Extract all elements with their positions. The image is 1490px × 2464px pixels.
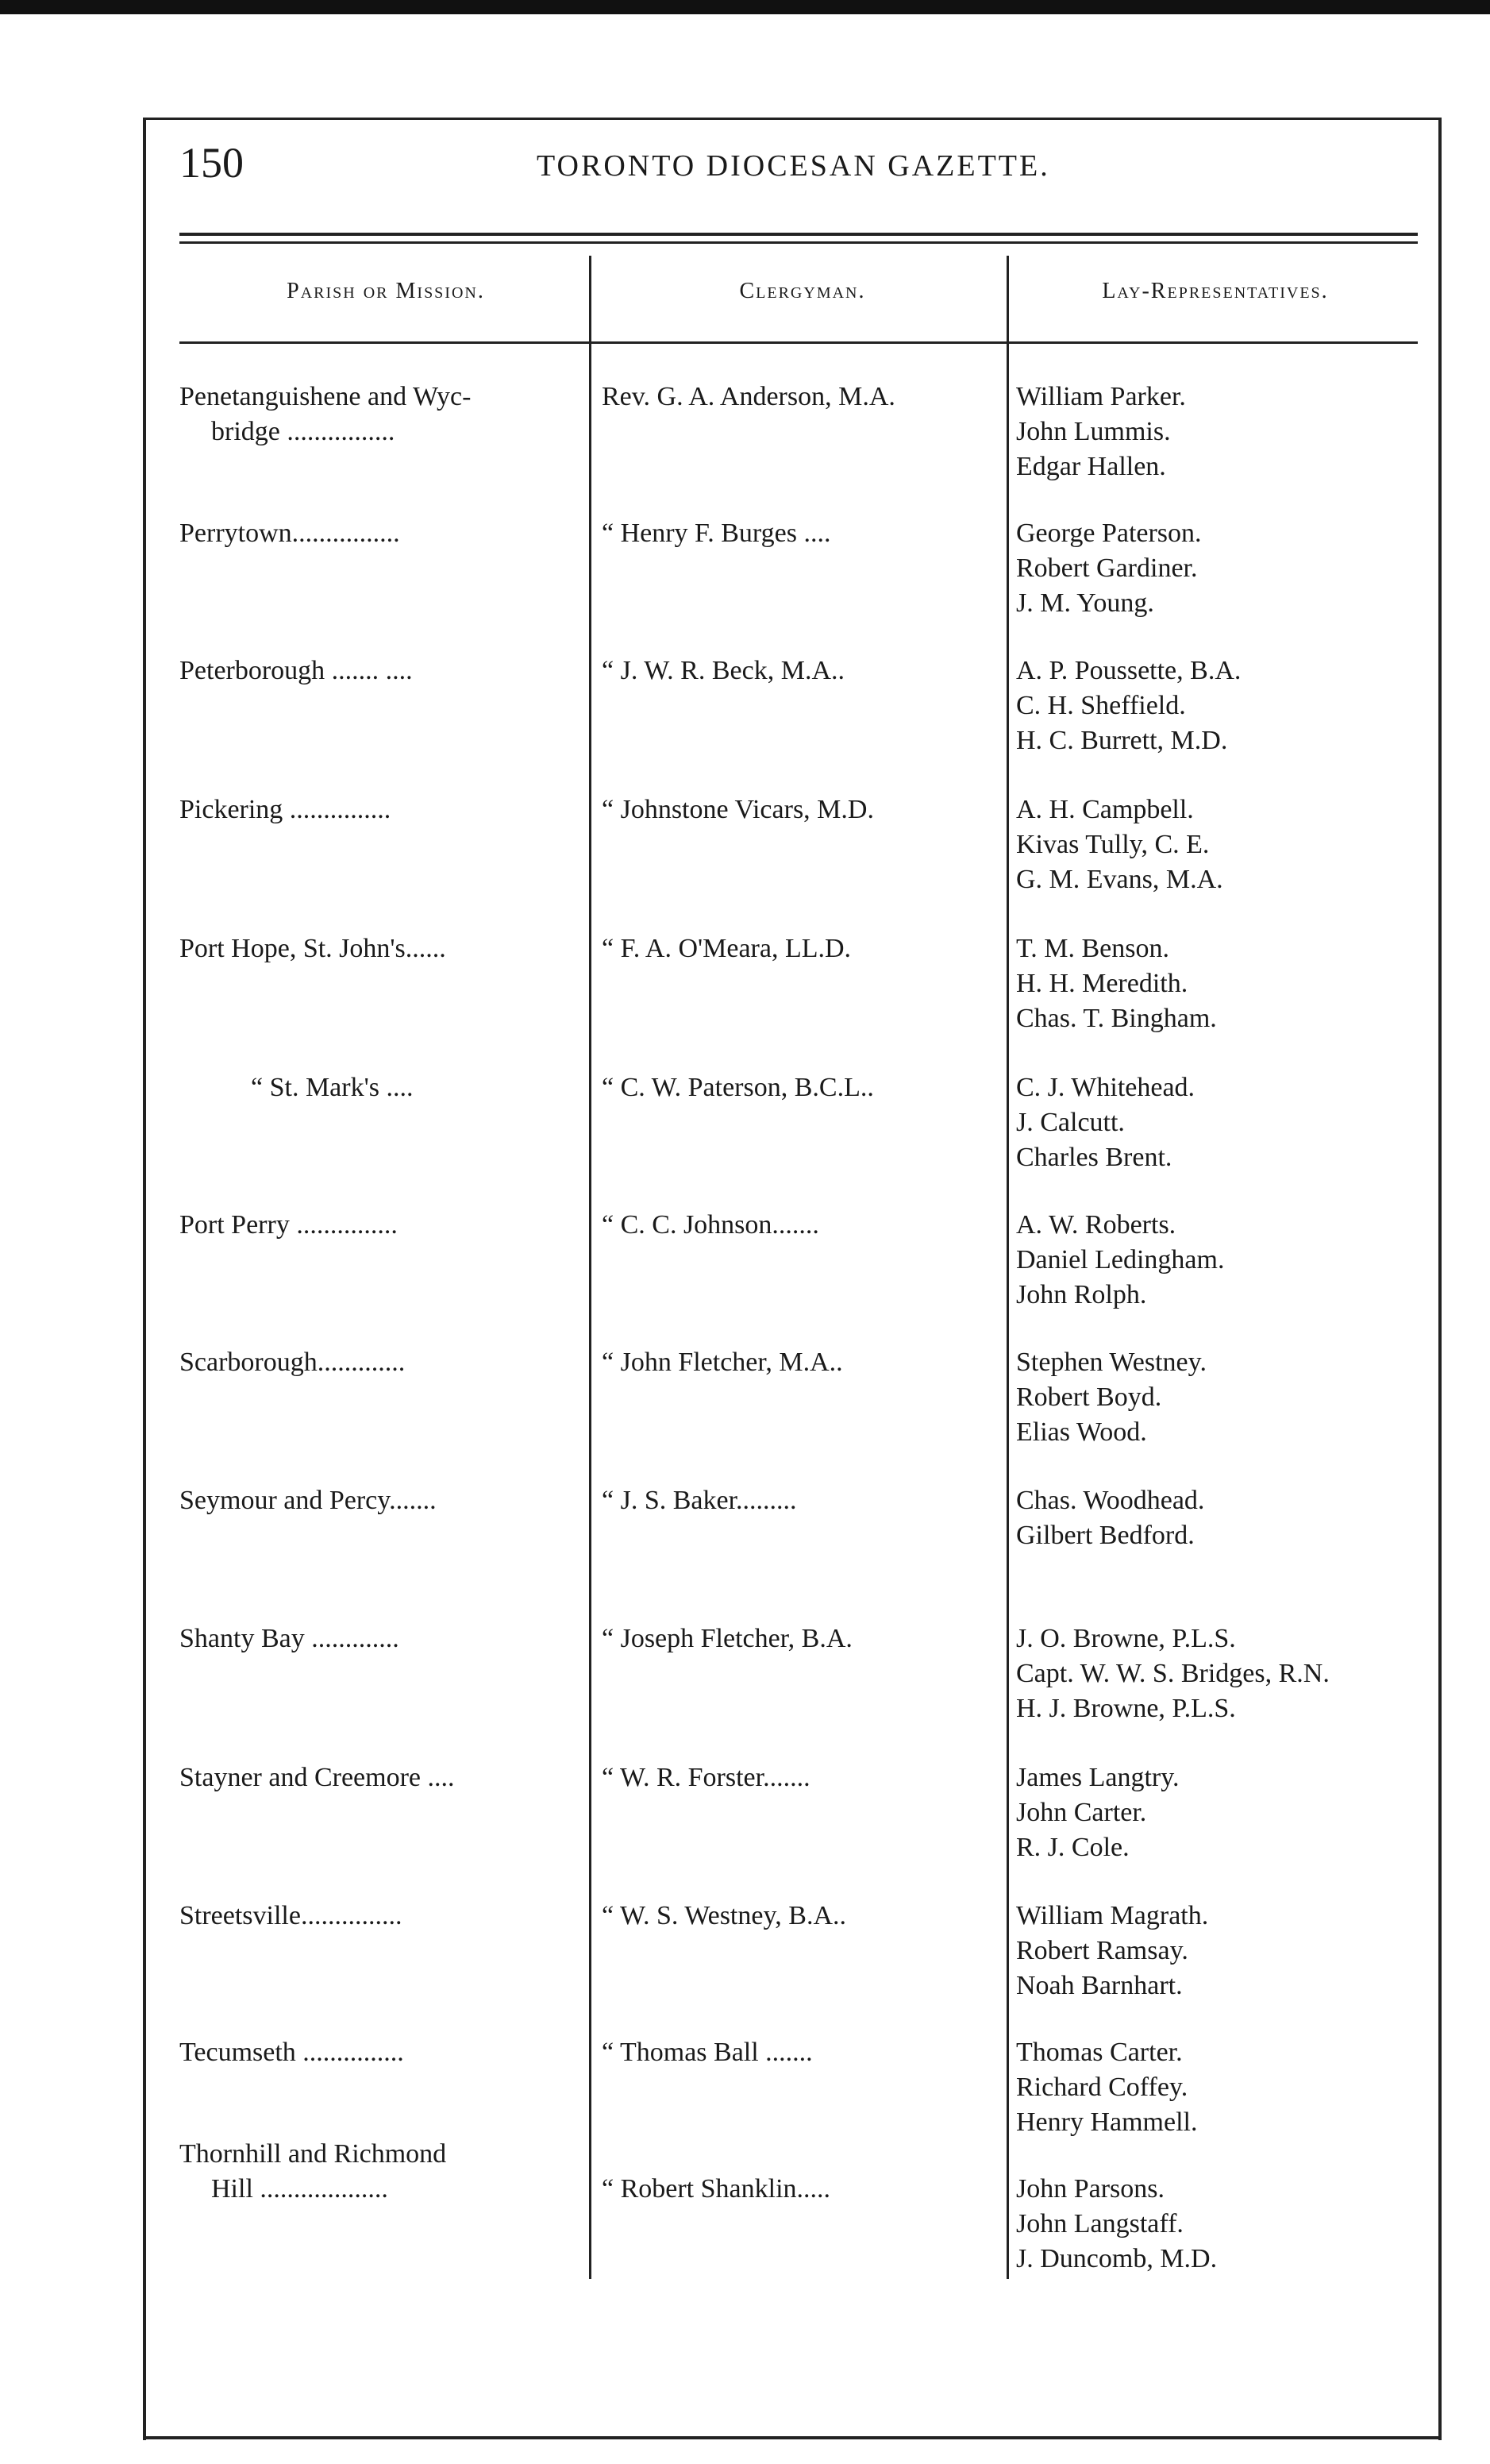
clergyman-name: “ Joseph Fletcher, B.A. <box>602 1624 853 1653</box>
parish-name <box>179 1345 587 1380</box>
lay-representative: J. M. Young. <box>1016 588 1154 618</box>
header-rule-bottom <box>179 241 1418 244</box>
page-frame-bottom <box>143 2436 1442 2439</box>
parish-name <box>179 1070 587 1105</box>
lay-representatives <box>1016 2035 1429 2140</box>
lay-representative: T. M. Benson. <box>1016 934 1169 963</box>
lay-representative: William Magrath. <box>1016 1901 1209 1930</box>
lay-representative: Charles Brent. <box>1016 1143 1172 1172</box>
column-header-lay-representatives: Lay-Representatives. <box>1102 279 1329 303</box>
lay-representative: Stephen Westney. <box>1016 1348 1207 1377</box>
parish-name <box>179 1899 587 1934</box>
lay-representatives <box>1016 1760 1429 1865</box>
parish-line: Scarborough............. <box>179 1348 406 1377</box>
clergyman-name: “ Robert Shanklin..... <box>602 2174 831 2204</box>
parish-line: Thornhill and Richmond <box>179 2139 447 2169</box>
clergyman-name: “ Henry F. Burges .... <box>602 519 831 548</box>
parish-name <box>179 1760 587 1795</box>
column-header-rule <box>179 341 1418 344</box>
lay-representative: C. H. Sheffield. <box>1016 691 1186 720</box>
lay-representative: Daniel Ledingham. <box>1016 1245 1225 1274</box>
parish-line: Hill ................... <box>211 2174 388 2204</box>
page-frame-right <box>1438 118 1442 2440</box>
parish-line: Pickering ............... <box>179 795 391 824</box>
clergyman-name: “ C. W. Paterson, B.C.L.. <box>602 1073 874 1102</box>
parish-line: Penetanguishene and Wyc- <box>179 382 472 411</box>
clergyman-name: “ J. W. R. Beck, M.A.. <box>602 656 845 685</box>
lay-representative: Chas. T. Bingham. <box>1016 1004 1217 1033</box>
lay-representative: A. P. Poussette, B.A. <box>1016 656 1242 685</box>
lay-representative: John Parsons. <box>1016 2174 1165 2204</box>
clergyman-name: “ W. R. Forster....... <box>602 1763 810 1792</box>
parish-name <box>179 516 587 551</box>
column-header-parish: Parish or Mission. <box>287 279 485 303</box>
clergyman-name: “ C. C. Johnson....... <box>602 1210 819 1240</box>
lay-representative: Gilbert Bedford. <box>1016 1521 1195 1550</box>
lay-representative: Robert Ramsay. <box>1016 1936 1188 1965</box>
parish-name <box>179 654 587 688</box>
lay-representative: C. J. Whitehead. <box>1016 1073 1195 1102</box>
lay-representatives <box>1016 792 1429 897</box>
lay-representative: G. M. Evans, M.A. <box>1016 865 1223 894</box>
lay-representative: Thomas Carter. <box>1016 2038 1183 2067</box>
parish-line: Peterborough ....... .... <box>179 656 413 685</box>
lay-representative: J. O. Browne, P.L.S. <box>1016 1624 1236 1653</box>
page-number: 150 <box>179 139 244 187</box>
lay-representatives <box>1016 380 1429 484</box>
lay-representatives <box>1016 1621 1429 1726</box>
column-divider-1 <box>589 256 591 2279</box>
lay-representative: A. W. Roberts. <box>1016 1210 1176 1240</box>
column-divider-2 <box>1007 256 1009 2279</box>
parish-name <box>179 380 587 449</box>
lay-representative: John Langstaff. <box>1016 2209 1184 2238</box>
lay-representative: Capt. W. W. S. Bridges, R.N. <box>1016 1659 1330 1688</box>
lay-representative: H. J. Browne, P.L.S. <box>1016 1694 1236 1723</box>
parish-name <box>179 931 587 966</box>
lay-representative: Edgar Hallen. <box>1016 452 1166 481</box>
parish-name <box>179 2137 587 2207</box>
lay-representative: H. C. Burrett, M.D. <box>1016 726 1228 755</box>
parish-line: Streetsville............... <box>179 1901 402 1930</box>
page-title: TORONTO DIOCESAN GAZETTE. <box>537 149 1050 183</box>
lay-representative: J. Calcutt. <box>1016 1108 1125 1137</box>
page-frame-left <box>143 118 146 2440</box>
lay-representative: Richard Coffey. <box>1016 2073 1188 2102</box>
parish-line: “ St. Mark's .... <box>251 1073 414 1102</box>
lay-representative: R. J. Cole. <box>1016 1833 1130 1862</box>
lay-representative: J. Duncomb, M.D. <box>1016 2244 1218 2273</box>
parish-line: bridge ................ <box>211 417 395 446</box>
lay-representatives <box>1016 1208 1429 1313</box>
page-frame-top <box>143 118 1442 120</box>
parish-line: Tecumseth ............... <box>179 2038 404 2067</box>
lay-representatives <box>1016 931 1429 1036</box>
parish-line: Shanty Bay ............. <box>179 1624 399 1653</box>
lay-representative: Robert Gardiner. <box>1016 553 1198 583</box>
lay-representatives <box>1016 1899 1429 2003</box>
lay-representatives <box>1016 654 1429 758</box>
lay-representative: Elias Wood. <box>1016 1417 1147 1447</box>
parish-line: Port Perry ............... <box>179 1210 398 1240</box>
lay-representatives <box>1016 1070 1429 1175</box>
clergyman-name: “ F. A. O'Meara, LL.D. <box>602 934 852 963</box>
parish-name <box>179 792 587 827</box>
lay-representative: George Paterson. <box>1016 519 1202 548</box>
lay-representative: Noah Barnhart. <box>1016 1971 1183 2000</box>
clergyman-name: Rev. G. A. Anderson, M.A. <box>602 382 895 411</box>
clergyman-name: “ Thomas Ball ....... <box>602 2038 813 2067</box>
parish-name <box>179 1621 587 1656</box>
lay-representative: James Langtry. <box>1016 1763 1180 1792</box>
scan-top-edge <box>0 0 1490 14</box>
lay-representative: Chas. Woodhead. <box>1016 1486 1205 1515</box>
clergyman-name: “ Johnstone Vicars, M.D. <box>602 795 874 824</box>
parish-name <box>179 1483 587 1518</box>
parish-line: Stayner and Creemore .... <box>179 1763 455 1792</box>
lay-representatives <box>1016 1483 1429 1553</box>
parish-line: Seymour and Percy....... <box>179 1486 437 1515</box>
lay-representatives <box>1016 1345 1429 1450</box>
parish-name <box>179 1208 587 1243</box>
header-rule-top <box>179 233 1418 236</box>
lay-representative: John Rolph. <box>1016 1280 1147 1309</box>
lay-representative: John Lummis. <box>1016 417 1171 446</box>
lay-representative: Robert Boyd. <box>1016 1382 1162 1412</box>
parish-line: Port Hope, St. John's...... <box>179 934 446 963</box>
clergyman-name: “ J. S. Baker......... <box>602 1486 797 1515</box>
lay-representatives <box>1016 516 1429 621</box>
clergyman-name: “ W. S. Westney, B.A.. <box>602 1901 846 1930</box>
clergyman-name: “ John Fletcher, M.A.. <box>602 1348 843 1377</box>
lay-representative: Henry Hammell. <box>1016 2107 1198 2137</box>
lay-representative: H. H. Meredith. <box>1016 969 1188 998</box>
parish-name <box>179 2035 587 2070</box>
lay-representative: A. H. Campbell. <box>1016 795 1194 824</box>
lay-representative: John Carter. <box>1016 1798 1147 1827</box>
column-header-clergyman: Clergyman. <box>739 279 866 303</box>
lay-representative: Kivas Tully, C. E. <box>1016 830 1210 859</box>
lay-representatives <box>1016 2172 1429 2277</box>
parish-line: Perrytown................ <box>179 519 400 548</box>
lay-representative: William Parker. <box>1016 382 1186 411</box>
